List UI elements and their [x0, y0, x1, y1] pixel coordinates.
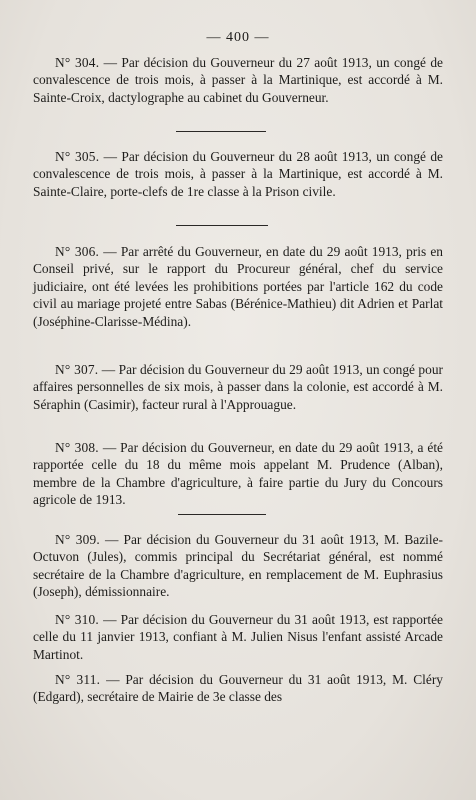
paragraph-number: N° 305.	[55, 149, 100, 164]
paragraph-308	[33, 439, 443, 509]
paragraph-309	[33, 531, 443, 601]
paragraph-number: N° 310.	[55, 612, 99, 627]
paragraph-number: N° 307.	[55, 362, 99, 377]
paragraph-310	[33, 611, 443, 663]
section-divider	[176, 131, 266, 132]
page-number: — 400 —	[206, 30, 270, 45]
paragraph-311	[33, 671, 443, 706]
paragraph-number: N° 306.	[55, 244, 100, 259]
paragraph-306	[33, 243, 443, 330]
paragraph-305	[33, 148, 443, 200]
paragraph-text: — Par décision du Gouverneur du 28 août 1913, un congé de convalescence de trois mois, à passer à la Martinique, est accordé à M. Sainte-Claire, porte-clefs de 1re classe à la Prison civile.	[33, 149, 443, 199]
paragraph-304	[33, 54, 443, 106]
paragraph-number: N° 309.	[55, 532, 100, 547]
section-divider	[178, 514, 266, 515]
paragraph-text: — Par arrêté du Gouverneur, en date du 29 août 1913, pris en Conseil privé, sur le rapport du Procureur général, chef du service judiciaire, ont été levées les prohibitions portées par l'article 162 du code civil au mariage projeté entre Sabas (Bérénice-Mathieu) dit Adrien et Parlat (Joséphine-Clarisse-Médina).	[33, 244, 443, 329]
paragraph-number: N° 304.	[55, 55, 100, 70]
paragraph-text: — Par décision du Gouverneur du 31 août 1913, M. Bazile-Octuvon (Jules), commis principal du Secrétariat général, est nommé secrétaire de la Chambre d'agriculture, en remplacement de M. Euphrasius (Joseph), démissionnaire.	[33, 532, 443, 600]
paragraph-text: — Par décision du Gouverneur, en date du 29 août 1913, a été rapportée celle du 18 du même mois appelant M. Prudence (Alban), membre de la Chambre d'agriculture, à faire partie du Jury du Concours agricole de 1913.	[33, 440, 443, 508]
paragraph-text: — Par décision du Gouverneur du 31 août 1913, est rapportée celle du 11 janvier 1913, confiant à M. Julien Nisus l'enfant assisté Arcade Martinot.	[33, 612, 443, 662]
paragraph-307	[33, 361, 443, 413]
paragraph-text: — Par décision du Gouverneur du 29 août 1913, un congé pour affaires personnelles de six mois, à passer dans la colonie, est accordé à M. Séraphin (Casimir), facteur rural à l'Approuague.	[33, 362, 443, 412]
paragraph-number: N° 311.	[55, 672, 101, 687]
paragraph-text: — Par décision du Gouverneur du 31 août 1913, M. Cléry (Edgard), secrétaire de Mairie de 3e classe des	[33, 672, 443, 705]
paragraph-number: N° 308.	[55, 440, 99, 455]
section-divider	[176, 225, 268, 226]
paragraph-text: — Par décision du Gouverneur du 27 août 1913, un congé de convalescence de trois mois, à passer à la Martinique, est accordé à M. Sainte-Croix, dactylographe au cabinet du Gouverneur.	[33, 55, 443, 105]
